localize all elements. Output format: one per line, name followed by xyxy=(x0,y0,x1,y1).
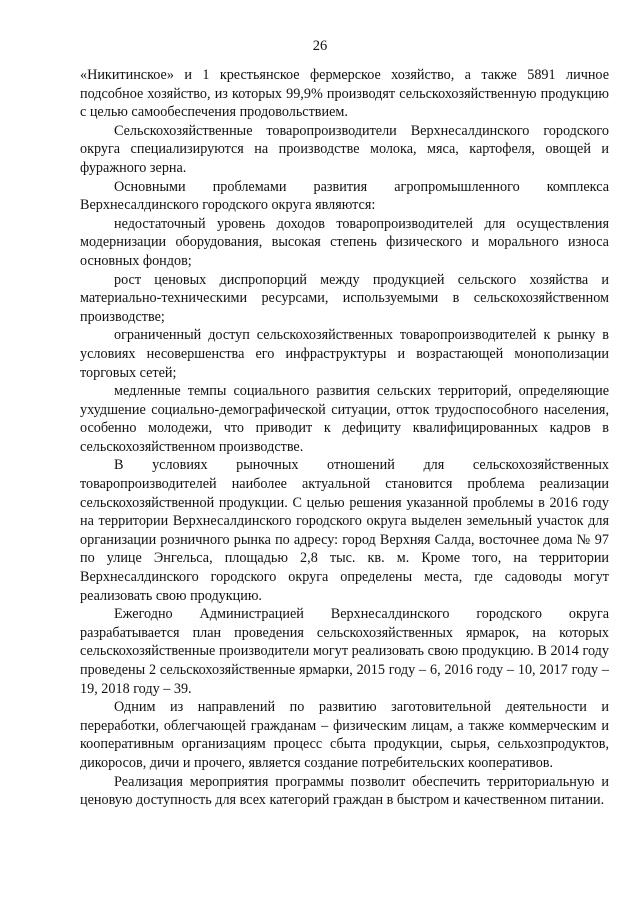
paragraph-problems-intro: Основными проблемами развития агропромышленного комплекса Верхнесалдинского городского округа являются: xyxy=(80,178,609,214)
list-item-income: недостаточный уровень доходов товаропроизводителей для осуществления модернизации оборудования, высокая степень физического и морального износа основных фондов; xyxy=(80,215,609,269)
paragraph-cooperatives: Одним из направлений по развитию заготовительной деятельности и переработки, облегчающей гражданам – физическим лицам, а также коммерческим и кооперативным организациям процесс сбыта продукции, сырья, сельхозпродуктов, дикоросов, дичи и прочего, является создание потребительских кооперативов. xyxy=(80,699,609,771)
page-number: 26 xyxy=(312,38,328,54)
paragraph-specialization: Сельскохозяйственные товаропроизводители Верхнесалдинского городского округа специализируются на производстве молока, мяса, картофеля, овощей и фуражного зерна. xyxy=(80,122,609,176)
paragraph-market-conditions: В условиях рыночных отношений для сельскохозяйственных товаропроизводителей наиболее актуальной становится проблема реализации сельскохозяйственной продукции. С целью решения указанной проблемы в 2016 году на территории Верхнесалдинского городского округа выделен земельный участок для организации розничного рынка по адресу: город Верхняя Салда, восточнее дома № 97 по улице Энгельса, площадью 2,8 тыс. кв. м. Кроме того, на территории Верхнесалдинского городского округа определены места, где садоводы могут реализовать свою продукцию. xyxy=(80,457,609,604)
paragraph-program-outcome: Реализация мероприятия программы позволит обеспечить территориальную и ценовую доступность для всех категорий граждан в быстром и качественном питании. xyxy=(80,773,609,809)
list-item-price-disparity: рост ценовых диспропорций между продукцией сельского хозяйства и материально-техническими ресурсами, используемыми в сельскохозяйственном производстве; xyxy=(80,271,609,325)
list-item-market-access: ограниченный доступ сельскохозяйственных товаропроизводителей к рынку в условиях несовершенства его инфраструктуры и возрастающей монополизации торговых сетей; xyxy=(80,327,609,381)
document-body xyxy=(80,66,609,810)
list-item-rural-development: медленные темпы социального развития сельских территорий, определяющие ухудшение социально-демографической ситуации, отток трудоспособного населения, особенно молодежи, что приводит к дефициту квалифицированных кадров в сельскохозяйственном производстве. xyxy=(80,383,609,455)
paragraph-continuation: «Никитинское» и 1 крестьянское фермерское хозяйство, а также 5891 личное подсобное хозяйство, из которых 99,9% производят сельскохозяйственную продукцию с целью самообеспечения продовольствием. xyxy=(80,67,609,121)
paragraph-fairs: Ежегодно Администрацией Верхнесалдинского городского округа разрабатывается план проведения сельскохозяйственных ярмарок, на которых сельскохозяйственные производители могут реализовать свою продукцию. В 2014 году проведены 2 сельскохозяйственные ярмарки, 2015 году – 6, 2016 году – 10, 2017 году – 19, 2018 году – 39. xyxy=(80,606,609,697)
